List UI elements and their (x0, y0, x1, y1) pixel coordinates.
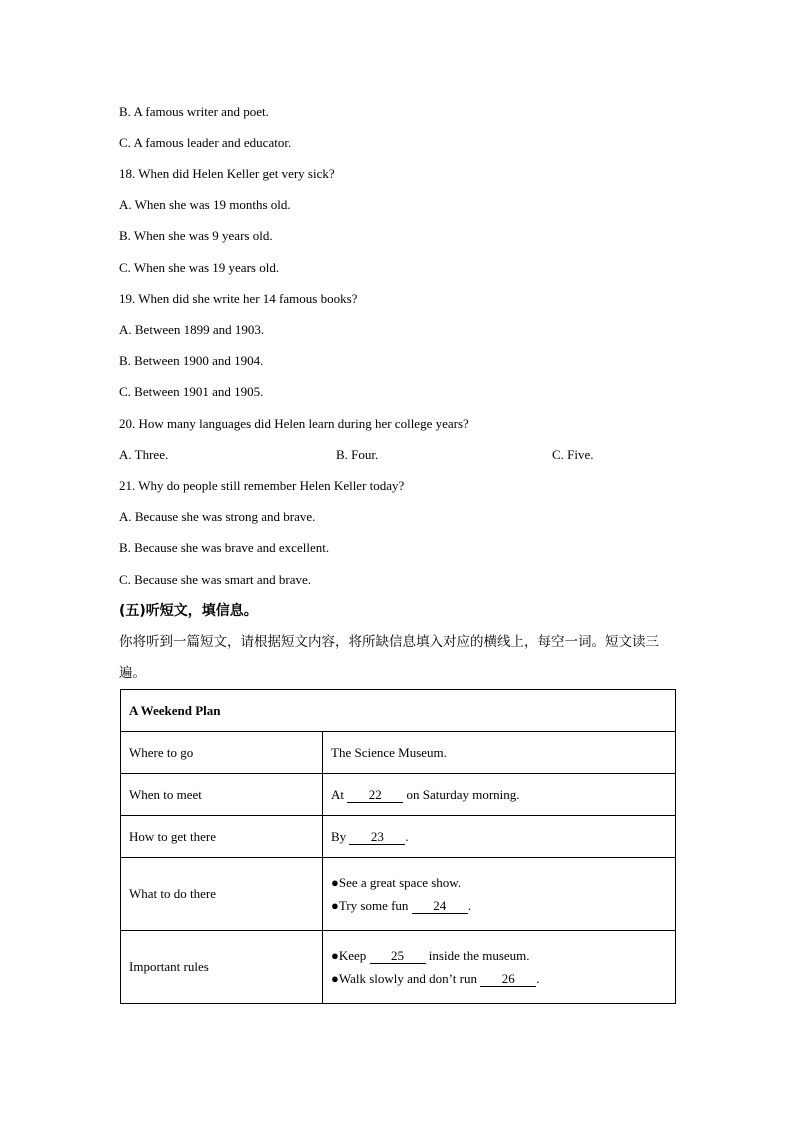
when-label: When to meet (121, 774, 323, 816)
what-item-1: ●See a great space show. (331, 874, 462, 890)
table-row (121, 732, 676, 774)
what-item-2-suffix: . (467, 897, 471, 913)
when-prefix: At (331, 786, 344, 802)
q18-option-b: B. When she was 9 years old. (119, 228, 273, 243)
table-row (121, 931, 676, 1004)
where-value: The Science Museum. (323, 732, 676, 774)
how-label: How to get there (121, 816, 323, 858)
when-suffix: on Saturday morning. (406, 786, 520, 802)
q19-option-b: B. Between 1900 and 1904. (119, 353, 264, 368)
rules-item-2-suffix: . (536, 970, 540, 986)
q20-option-b: B. Four. (336, 447, 379, 462)
what-item-2 (331, 898, 667, 914)
weekend-plan-table (120, 689, 676, 1004)
rules-item-2 (331, 971, 667, 987)
blank-22[interactable]: 22 (347, 788, 403, 803)
rules-item-1-suffix: inside the museum. (428, 947, 530, 963)
q19-stem: 19. When did she write her 14 famous books? (119, 291, 358, 306)
q19-option-a: A. Between 1899 and 1903. (119, 322, 265, 337)
blank-23[interactable]: 23 (349, 830, 405, 845)
what-item-2-prefix: ●Try some fun (331, 897, 409, 913)
q18-stem: 18. When did Helen Keller get very sick? (119, 166, 335, 181)
q20-option-c: C. Five. (552, 447, 594, 462)
blank-24[interactable]: 24 (412, 899, 468, 914)
q20-stem: 20. How many languages did Helen learn during her college years? (119, 416, 469, 431)
q18-option-c: C. When she was 19 years old. (119, 260, 280, 275)
table-row (121, 774, 676, 816)
rules-item-1 (331, 948, 667, 964)
rules-value (323, 931, 676, 1004)
how-prefix: By (331, 828, 347, 844)
section-instruction-line2: 遍。 (119, 665, 146, 681)
q18-option-a: A. When she was 19 months old. (119, 197, 291, 212)
blank-26[interactable]: 26 (480, 972, 536, 987)
when-value (323, 774, 676, 816)
section-title: (五)听短文，填信息。 (119, 603, 258, 619)
q21-option-a: A. Because she was strong and brave. (119, 509, 316, 524)
q17-option-b: B. A famous writer and poet. (119, 104, 269, 119)
rules-label: Important rules (121, 931, 323, 1004)
what-label: What to do there (121, 858, 323, 931)
table-header: A Weekend Plan (121, 690, 676, 732)
q21-option-c: C. Because she was smart and brave. (119, 572, 312, 587)
table-row (121, 858, 676, 931)
q20-option-a: A. Three. (119, 447, 169, 462)
what-value (323, 858, 676, 931)
table-row (121, 816, 676, 858)
how-suffix: . (405, 828, 409, 844)
blank-25[interactable]: 25 (370, 949, 426, 964)
q21-stem: 21. Why do people still remember Helen Keller today? (119, 478, 405, 493)
q21-option-b: B. Because she was brave and excellent. (119, 540, 330, 555)
section-instruction-line1: 你将听到一篇短文，请根据短文内容，将所缺信息填入对应的横线上，每空一词。短文读三 (119, 634, 659, 650)
rules-item-1-prefix: ●Keep (331, 947, 367, 963)
where-label: Where to go (121, 732, 323, 774)
q19-option-c: C. Between 1901 and 1905. (119, 384, 264, 399)
q17-option-c: C. A famous leader and educator. (119, 135, 292, 150)
rules-item-2-prefix: ●Walk slowly and don’t run (331, 970, 477, 986)
how-value (323, 816, 676, 858)
